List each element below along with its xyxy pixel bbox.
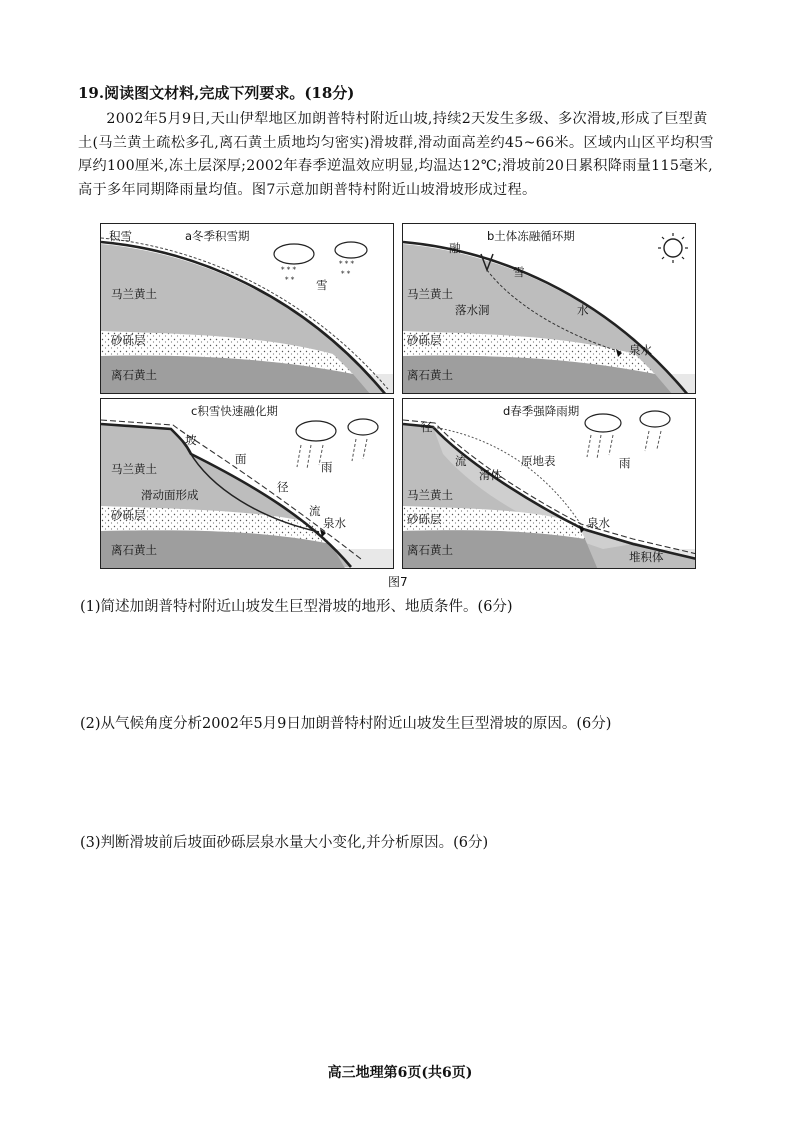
svg-text:* *: * * [285, 276, 295, 284]
label-liu: 流 [455, 454, 467, 468]
label-rain: 雨 [321, 460, 333, 474]
label-malan-loess: 马兰黄土 [111, 287, 157, 301]
panel-a [100, 223, 394, 394]
label-gravel-layer: 砂砾层 [111, 508, 146, 522]
label-water: 水 [577, 303, 589, 317]
label-malan-loess: 马兰黄土 [407, 488, 453, 502]
question-paragraph: 2002年5月9日,天山伊犁地区加朗普特村附近山坡,持续2天发生多级、多次滑坡,形成了巨型黄土(马兰黄土疏松多孔,离石黄土质地均匀密实)滑坡群,滑动面高差约45~66米。区域内山区平均积雪厚约100厘米,冻土层深厚;2002年春季逆温效应明显,均温达12℃;滑坡前20日累积降雨量115毫米,高于多年同期降雨量均值。图7示意加朗普特村附近山坡滑坡形成过程。 [78, 111, 714, 198]
label-deposit: 堆积体 [629, 550, 664, 564]
label-spring: 泉水 [629, 343, 652, 357]
label-spring: 泉水 [323, 516, 346, 530]
label-jing: 径 [277, 480, 289, 494]
subquestion-2: (2)从气候角度分析2002年5月9日加朗普特村附近山坡发生巨型滑坡的原因。(6分) [80, 716, 612, 732]
label-original-surface: 原地表 [521, 454, 556, 468]
label-lishi-loess: 离石黄土 [111, 368, 157, 382]
figure-caption: 图7 [388, 575, 408, 589]
page-footer: 高三地理第6页(共6页) [327, 1065, 473, 1081]
label-gravel-layer: 砂砾层 [407, 333, 442, 347]
subquestion-3: (3)判断滑坡前后坡面砂砾层泉水量大小变化,并分析原因。(6分) [80, 835, 489, 851]
label-spring: 泉水 [587, 516, 610, 530]
label-snow: 雪 [513, 265, 525, 279]
label-gravel-layer: 砂砾层 [407, 512, 442, 526]
panel-d [402, 398, 696, 569]
panel-b-title: b土体冻融循环期 [487, 229, 575, 243]
subquestion-1: (1)简述加朗普特村附近山坡发生巨型滑坡的地形、地质条件。(6分) [80, 599, 513, 615]
label-sinkhole: 落水洞 [455, 303, 490, 317]
figure-7 [100, 223, 698, 569]
svg-text:* * *: * * * [281, 266, 296, 274]
label-malan-loess: 马兰黄土 [111, 462, 157, 476]
label-snow: 雪 [316, 278, 328, 292]
label-slide-body: 滑体 [479, 468, 502, 482]
label-malan-loess: 马兰黄土 [407, 287, 453, 301]
label-snowpack: 积雪 [109, 229, 132, 243]
panel-b [402, 223, 696, 394]
label-rain: 雨 [619, 456, 631, 470]
label-po: 坡 [185, 433, 197, 447]
svg-text:* *: * * [341, 270, 351, 278]
panel-a-title: a冬季积雪期 [185, 229, 250, 243]
panel-c [100, 398, 394, 569]
label-jing: 径 [421, 420, 433, 434]
label-liu: 流 [309, 504, 321, 518]
label-lishi-loess: 离石黄土 [407, 543, 453, 557]
label-lishi-loess: 离石黄土 [111, 543, 157, 557]
panel-d-title: d春季强降雨期 [503, 404, 580, 418]
label-slide-surface: 滑动面形成 [141, 488, 199, 502]
panel-c-title: c积雪快速融化期 [191, 404, 278, 418]
svg-text:* * *: * * * [339, 260, 354, 268]
label-gravel-layer: 砂砾层 [111, 333, 146, 347]
label-melt: 融 [449, 241, 461, 255]
label-lishi-loess: 离石黄土 [407, 368, 453, 382]
question-heading: 19.阅读图文材料,完成下列要求。(18分) [78, 84, 355, 102]
label-mian: 面 [235, 452, 247, 466]
